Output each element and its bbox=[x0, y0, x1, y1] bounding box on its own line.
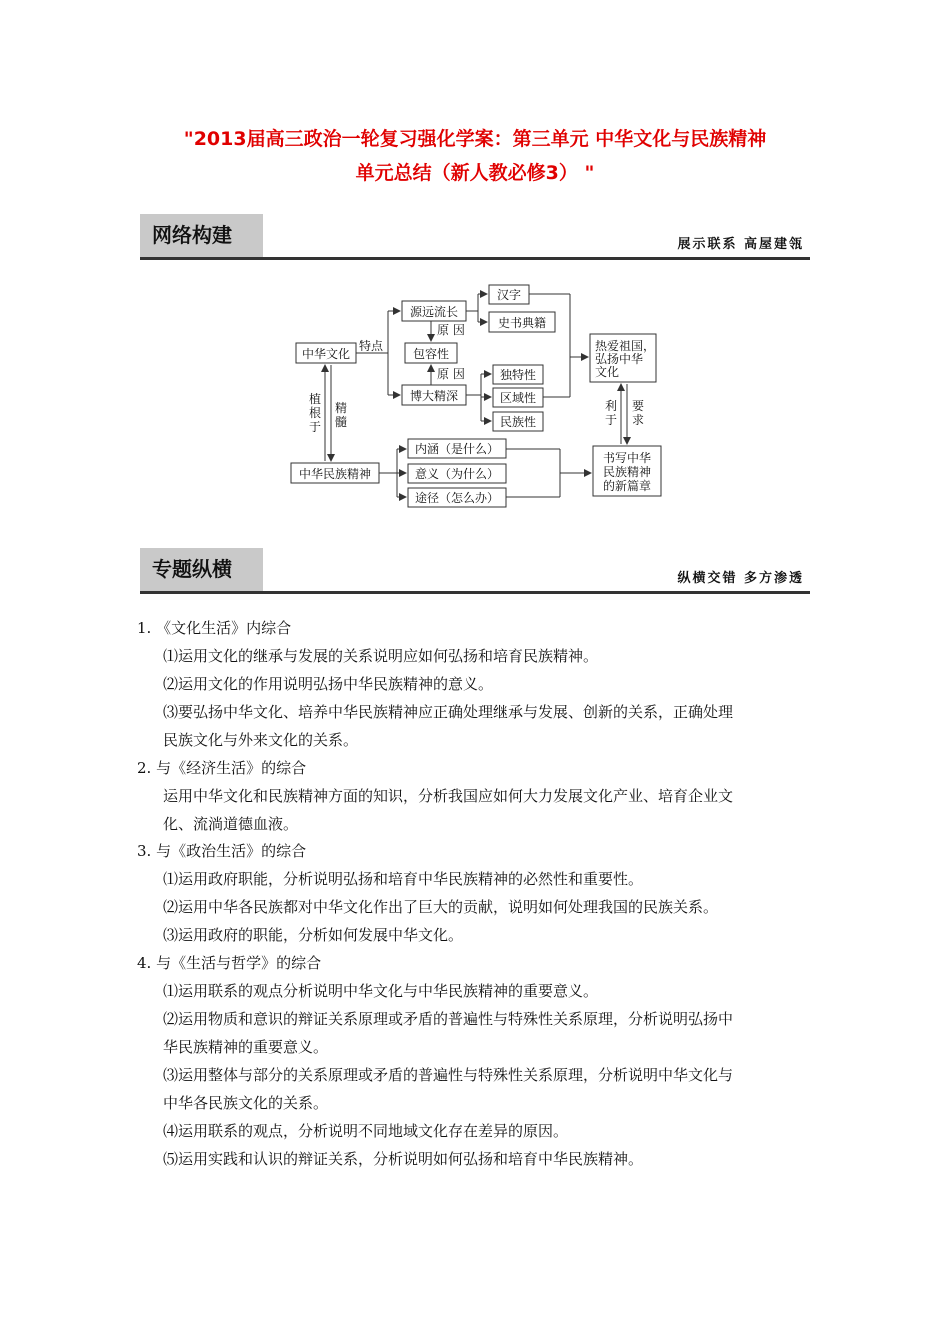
node-reai-line2: 弘扬中华 bbox=[595, 352, 644, 366]
label-yuanyin-1: 原 因 bbox=[437, 323, 465, 337]
heading-3: 3. 与《政治生活》的综合 bbox=[137, 842, 307, 860]
concept-map bbox=[0, 0, 950, 540]
node-shuxie-line3: 的新篇章 bbox=[602, 479, 652, 493]
label-yaoqiu-1: 要 bbox=[632, 399, 645, 413]
label-zhigenyu-3: 于 bbox=[309, 420, 322, 434]
item-4-5: ⑸运用实践和认识的辩证关系，分析说明如何弘扬和培育中华民族精神。 bbox=[163, 1150, 644, 1168]
item-1-1: ⑴运用文化的继承与发展的关系说明应如何弘扬和培育民族精神。 bbox=[163, 647, 599, 665]
item-4-2: ⑵运用物质和意识的辩证关系原理或矛盾的普遍性与特殊性关系原理，分析说明弘扬中 bbox=[163, 1010, 734, 1028]
node-neihan: 内涵（是什么） bbox=[414, 442, 500, 456]
heading-1: 1. 《文化生活》内综合 bbox=[137, 619, 292, 637]
label-liyu-1: 利 bbox=[605, 399, 618, 413]
item-3-2: ⑵运用中华各民族都对中华文化作出了巨大的贡献，说明如何处理我国的民族关系。 bbox=[163, 898, 719, 916]
node-reai-line1: 热爱祖国， bbox=[595, 339, 656, 353]
node-minzuxing: 民族性 bbox=[499, 415, 537, 429]
label-yuanyin-2: 原 因 bbox=[437, 367, 465, 381]
node-yiyi: 意义（为什么） bbox=[414, 467, 500, 481]
node-quyuxing: 区域性 bbox=[499, 391, 537, 405]
section-tab-network: 网络构建 bbox=[140, 214, 263, 257]
item-1-3: ⑶要弘扬中华文化、培养中华民族精神应正确处理继承与发展、创新的关系，正确处理 bbox=[163, 703, 734, 721]
label-jingsui-2: 髓 bbox=[335, 415, 348, 429]
document-title-line2: 单元总结（新人教必修3） " bbox=[355, 162, 595, 184]
item-1-3-cont: 民族文化与外来文化的关系。 bbox=[163, 731, 359, 749]
item-2-1: 运用中华文化和民族精神方面的知识，分析我国应如何大力发展文化产业、培育企业文 bbox=[163, 787, 734, 805]
item-4-4: ⑷运用联系的观点，分析说明不同地域文化存在差异的原因。 bbox=[163, 1122, 569, 1140]
item-3-1: ⑴运用政府职能，分析说明弘扬和培育中华民族精神的必然性和重要性。 bbox=[163, 870, 644, 888]
heading-4: 4. 与《生活与哲学》的综合 bbox=[137, 954, 322, 972]
node-hanzi: 汉字 bbox=[496, 288, 522, 302]
node-reai-line3: 文化 bbox=[595, 365, 620, 379]
node-shuxie-line2: 民族精神 bbox=[602, 465, 652, 479]
item-4-1: ⑴运用联系的观点分析说明中华文化与中华民族精神的重要意义。 bbox=[163, 982, 599, 1000]
label-jingsui-1: 精 bbox=[335, 401, 348, 415]
node-yuanyuan-liuchang: 源远流长 bbox=[409, 305, 459, 319]
label-yaoqiu-2: 求 bbox=[632, 413, 645, 427]
node-tujing: 途径（怎么办） bbox=[414, 491, 500, 505]
node-shuxie-line1: 书写中华 bbox=[602, 451, 652, 465]
node-shishu-dianji: 史书典籍 bbox=[497, 316, 547, 330]
item-1-2: ⑵运用文化的作用说明弘扬中华民族精神的意义。 bbox=[163, 675, 494, 693]
item-4-3-cont: 中华各民族文化的关系。 bbox=[163, 1094, 329, 1112]
node-boda-jingshen: 博大精深 bbox=[409, 389, 459, 403]
item-4-3: ⑶运用整体与部分的关系原理或矛盾的普遍性与特殊性关系原理，分析说明中华文化与 bbox=[163, 1066, 734, 1084]
section-tagline-topics: 纵横交错 多方渗透 bbox=[677, 571, 804, 586]
section-tab-topics: 专题纵横 bbox=[140, 548, 263, 591]
label-tedian: 特点 bbox=[359, 339, 384, 353]
label-zhigenyu-2: 根 bbox=[309, 406, 322, 420]
node-zhonghua-wenhua: 中华文化 bbox=[301, 347, 351, 361]
document-title-line1: "2013届高三政治一轮复习强化学案：第三单元 中华文化与民族精神 bbox=[183, 128, 767, 150]
section-tagline-network: 展示联系 高屋建瓴 bbox=[677, 237, 804, 252]
label-zhigenyu-1: 植 bbox=[309, 392, 322, 406]
node-baorongxing: 包容性 bbox=[412, 347, 450, 361]
node-dutexing: 独特性 bbox=[499, 368, 537, 382]
section-header-topics bbox=[140, 548, 810, 594]
item-3-3: ⑶运用政府的职能，分析如何发展中华文化。 bbox=[163, 926, 464, 944]
item-4-2-cont: 华民族精神的重要意义。 bbox=[163, 1038, 329, 1056]
label-liyu-2: 于 bbox=[605, 413, 618, 427]
heading-2: 2. 与《经济生活》的综合 bbox=[137, 759, 307, 777]
node-minzu-jingshen: 中华民族精神 bbox=[298, 467, 372, 481]
item-2-1-cont: 化、流淌道德血液。 bbox=[163, 815, 299, 833]
